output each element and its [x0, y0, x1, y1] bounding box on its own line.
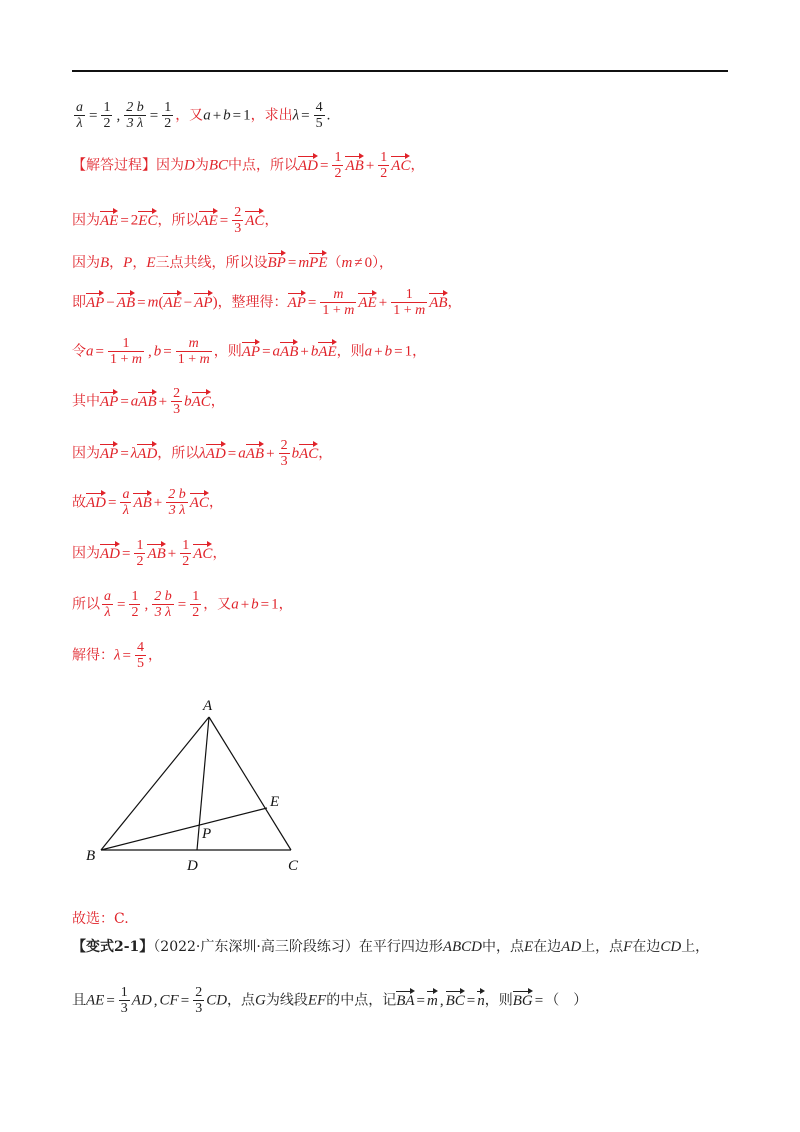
variant-line-2: 且AE = $\frac{1}{3}$ AD , CF = $\frac{2}{3}$ CD，点G为线段EF的中点，记BA = m , BC = n，则BG = （ ） — [72, 985, 588, 1016]
solution-line-10: 因为AD = $\frac{1}{2}$ AB + $\frac{1}{2}$ AC， — [72, 538, 227, 569]
solution-line-9: 故AD = $\frac{a}{\lambda}$ AB + $\frac{2 b}{3 \lambda}$ AC， — [72, 487, 223, 518]
solution-line-7: 其中AP = aAB + $\frac{2}{3}$ bAC， — [72, 386, 225, 417]
segment-be — [101, 808, 267, 850]
variant-label: 【变式2-1】 — [72, 939, 154, 955]
solution-line-8: 因为AP = λAD，所以λAD = aAB + $\frac{2}{3}$ bAC， — [72, 438, 333, 469]
solution-line-4: 因为B，P，E三点共线，所以设BP = mPE（m ≠ 0）， — [72, 250, 393, 271]
solution-line-6: 令a = $\frac{1}{1 + m}$ , b = $\frac{m}{1 + m}$ ，则AP = aAB + bAE，则a + b = 1， — [72, 336, 427, 367]
solution-line-5: 即AP − AB = m(AE − AP)，整理得：AP = $\frac{m}{1 + m}$ AE + $\frac{1}{1 + m}$ AB， — [72, 287, 462, 318]
solution-line-11: 所以 $\frac{a}{\lambda}$ = $\frac{1}{2}$ , $\frac{2 b}{3 \lambda}$ = $\frac{1}{2}$ ，又a + b = 1， — [72, 589, 293, 620]
segment-ab — [101, 717, 212, 850]
solution-label: 【解答过程】 — [72, 157, 156, 174]
point-label-c: C — [288, 858, 299, 874]
answer-line: 故选：C. — [72, 911, 129, 927]
solution-line-12: 解得：λ = $\frac{4}{5}$ ， — [72, 640, 162, 671]
solution-line-3: 因为AE = 2EC，所以AE = $\frac{2}{3}$ AC， — [72, 205, 279, 236]
point-label-p: P — [202, 826, 212, 842]
point-label-b: B — [86, 848, 96, 864]
header-rule — [72, 70, 728, 72]
triangle-figure — [80, 690, 330, 880]
segment-ac — [209, 717, 291, 850]
variant-line-1: 【变式2-1】（2022·广东深圳·高三阶段练习）在平行四边形ABCD中，点E在边AD上，点F在边CD上， — [72, 939, 710, 955]
solution-line-2: 【解答过程】因为D为BC中点，所以AD = $\frac{1}{2}$ AB + $\frac{1}{2}$ AC， — [72, 150, 425, 181]
line-1: $\frac{a}{\lambda}$ = $\frac{1}{2}$ , $\frac{2 b}{3 \lambda}$ = $\frac{1}{2}$ ，又a + b = 1，求出λ = $\frac{4}{5}$ . — [76, 100, 331, 131]
point-label-e: E — [270, 794, 280, 810]
variant-source: （2022·广东深圳·高三阶段练习） — [153, 939, 359, 955]
point-label-a: A — [203, 698, 213, 714]
point-label-d: D — [187, 858, 198, 874]
